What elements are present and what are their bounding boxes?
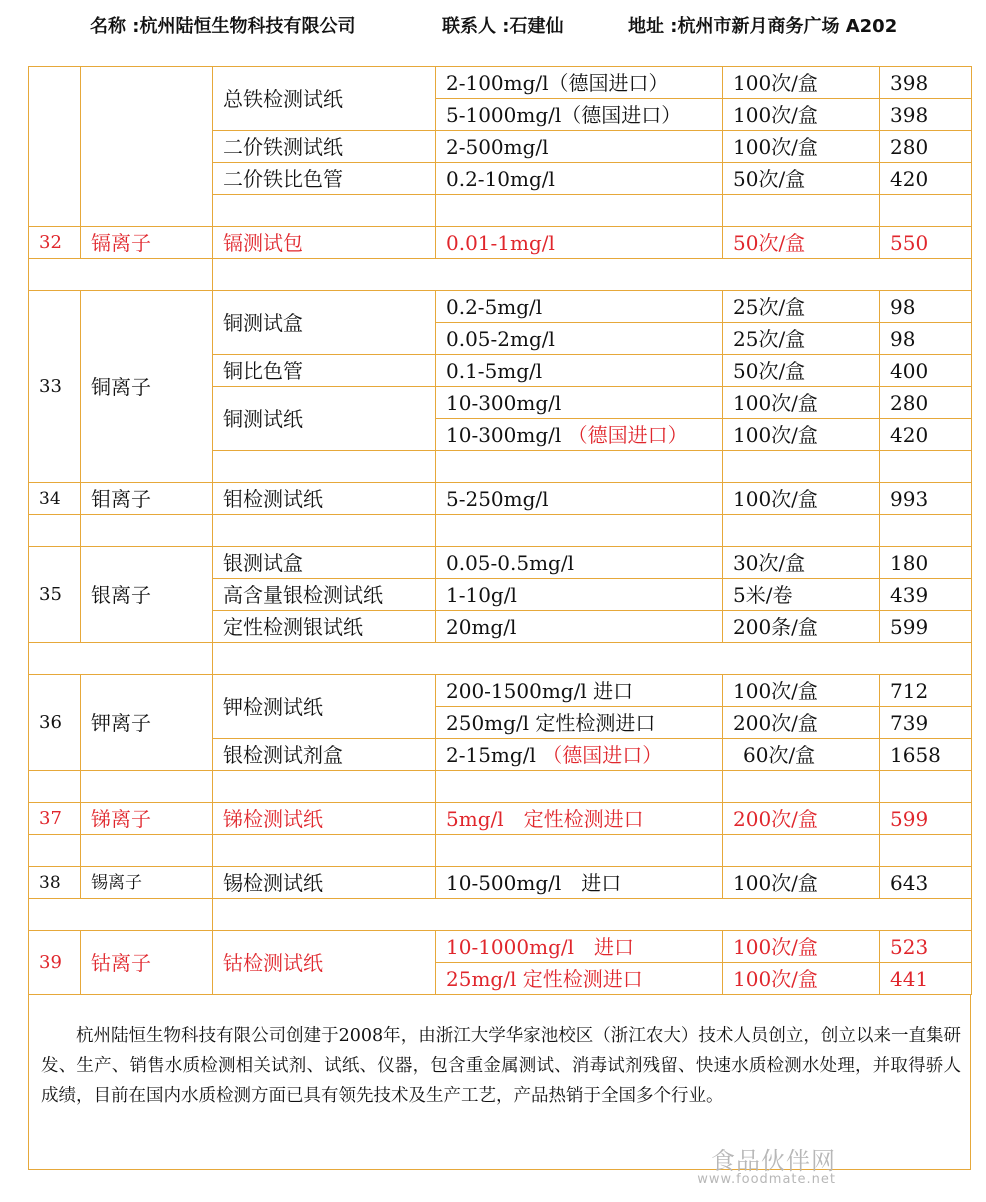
package: 100次/盒 [723, 99, 880, 131]
range: 1-10g/l [436, 579, 723, 611]
range [436, 739, 723, 771]
range-value: 10-300mg/l [446, 422, 562, 447]
item-number: 38 [29, 867, 81, 899]
ion-name: 钾离子 [81, 675, 213, 771]
product-name: 锡检测试纸 [213, 867, 436, 899]
package: 50次/盒 [723, 355, 880, 387]
item-number: 37 [29, 803, 81, 835]
price: 712 [880, 675, 972, 707]
product-name: 定性检测银试纸 [213, 611, 436, 643]
product-name: 高含量银检测试纸 [213, 579, 436, 611]
price: 1658 [880, 739, 972, 771]
company-name: 名称 :杭州陆恒生物科技有限公司 [90, 16, 356, 37]
package: 200条/盒 [723, 611, 880, 643]
price: 420 [880, 163, 972, 195]
price: 398 [880, 99, 972, 131]
item-number: 32 [29, 227, 81, 259]
price: 523 [880, 931, 972, 963]
product-table [28, 66, 972, 995]
price: 400 [880, 355, 972, 387]
product-name: 钾检测试纸 [213, 675, 436, 739]
spacer-row [29, 259, 972, 291]
range: 10-500mg/l 进口 [436, 867, 723, 899]
ion-name: 钴离子 [81, 931, 213, 995]
range: 0.2-5mg/l [436, 291, 723, 323]
package: 100次/盒 [723, 931, 880, 963]
range: 25mg/l 定性检测进口 [436, 963, 723, 995]
package: 100次/盒 [723, 419, 880, 451]
ion-name: 钼离子 [81, 483, 213, 515]
company-intro: 杭州陆恒生物科技有限公司创建于2008年，由浙江大学华家池校区（浙江农大）技术人员创立，创立以来一直集研发、生产、销售水质检测相关试剂、试纸、仪器，包含重金属测试、消毒试剂残留、快速水质检测水处理，并取得骄人成绩，目前在国内水质检测方面已具有领先技术及生产工艺，产品热销于全国多个行业。 [41, 1026, 961, 1106]
product-name: 铜测试纸 [213, 387, 436, 451]
spacer-row [29, 835, 972, 867]
table-row [29, 675, 972, 707]
table-row [29, 291, 972, 323]
item-number: 35 [29, 547, 81, 643]
page-header [0, 12, 986, 42]
product-name: 二价铁比色管 [213, 163, 436, 195]
package: 5米/卷 [723, 579, 880, 611]
item-number: 34 [29, 483, 81, 515]
item-number: 39 [29, 931, 81, 995]
spacer-row [29, 771, 972, 803]
price-sheet [28, 66, 971, 1170]
range: 0.05-0.5mg/l [436, 547, 723, 579]
package: 60次/盒 [723, 739, 880, 771]
import-note: （德国进口） [542, 742, 663, 767]
watermark-brand: 食品伙伴网 [711, 1147, 836, 1175]
ion-name: 银离子 [81, 547, 213, 643]
range: 2-100mg/l（德国进口） [436, 67, 723, 99]
table-row [29, 227, 972, 259]
contact-person: 联系人 :石建仙 [442, 16, 564, 37]
range: 250mg/l 定性检测进口 [436, 707, 723, 739]
table-row [29, 867, 972, 899]
product-name: 铜比色管 [213, 355, 436, 387]
product-name: 镉测试包 [213, 227, 436, 259]
ion-name: 镉离子 [81, 227, 213, 259]
table-row [29, 67, 972, 99]
table-row [29, 547, 972, 579]
range: 0.01-1mg/l [436, 227, 723, 259]
package: 100次/盒 [723, 483, 880, 515]
product-name: 铜测试盒 [213, 291, 436, 355]
range: 5mg/l 定性检测进口 [436, 803, 723, 835]
range-value: 2-15mg/l [446, 742, 536, 767]
package: 50次/盒 [723, 163, 880, 195]
package: 25次/盒 [723, 291, 880, 323]
watermark-url: www.foodmate.net [697, 1172, 836, 1187]
range: 20mg/l [436, 611, 723, 643]
product-name: 银检测试剂盒 [213, 739, 436, 771]
product-name: 银测试盒 [213, 547, 436, 579]
package: 200次/盒 [723, 803, 880, 835]
watermark [697, 1141, 836, 1187]
range: 10-1000mg/l 进口 [436, 931, 723, 963]
ion-name: 锡离子 [81, 867, 213, 899]
range: 0.2-10mg/l [436, 163, 723, 195]
item-number: 36 [29, 675, 81, 771]
price: 98 [880, 291, 972, 323]
price: 993 [880, 483, 972, 515]
price: 98 [880, 323, 972, 355]
price: 280 [880, 131, 972, 163]
package: 30次/盒 [723, 547, 880, 579]
table-row [29, 931, 972, 963]
price: 180 [880, 547, 972, 579]
item-number: 33 [29, 291, 81, 483]
package: 100次/盒 [723, 675, 880, 707]
package: 50次/盒 [723, 227, 880, 259]
price: 441 [880, 963, 972, 995]
product-name: 锑检测试纸 [213, 803, 436, 835]
range: 10-300mg/l [436, 387, 723, 419]
table-row [29, 483, 972, 515]
import-note: （德国进口） [567, 422, 688, 447]
range [436, 419, 723, 451]
price: 599 [880, 611, 972, 643]
package: 100次/盒 [723, 387, 880, 419]
product-name: 钴检测试纸 [213, 931, 436, 995]
product-name: 总铁检测试纸 [213, 67, 436, 131]
spacer-row [29, 643, 972, 675]
price: 599 [880, 803, 972, 835]
spacer-row [29, 515, 972, 547]
range: 200-1500mg/l 进口 [436, 675, 723, 707]
company-address: 地址 :杭州市新月商务广场 A202 [628, 16, 898, 37]
package: 100次/盒 [723, 67, 880, 99]
price: 420 [880, 419, 972, 451]
product-name: 钼检测试纸 [213, 483, 436, 515]
range: 5-250mg/l [436, 483, 723, 515]
package: 100次/盒 [723, 867, 880, 899]
package: 100次/盒 [723, 131, 880, 163]
price: 643 [880, 867, 972, 899]
package: 100次/盒 [723, 963, 880, 995]
price: 439 [880, 579, 972, 611]
ion-name: 铜离子 [81, 291, 213, 483]
product-name: 二价铁测试纸 [213, 131, 436, 163]
price: 280 [880, 387, 972, 419]
price: 550 [880, 227, 972, 259]
package: 25次/盒 [723, 323, 880, 355]
price: 739 [880, 707, 972, 739]
ion-name: 锑离子 [81, 803, 213, 835]
spacer-row [29, 899, 972, 931]
range: 0.1-5mg/l [436, 355, 723, 387]
package: 200次/盒 [723, 707, 880, 739]
table-row [29, 803, 972, 835]
range: 0.05-2mg/l [436, 323, 723, 355]
range: 5-1000mg/l（德国进口） [436, 99, 723, 131]
range: 2-500mg/l [436, 131, 723, 163]
price: 398 [880, 67, 972, 99]
